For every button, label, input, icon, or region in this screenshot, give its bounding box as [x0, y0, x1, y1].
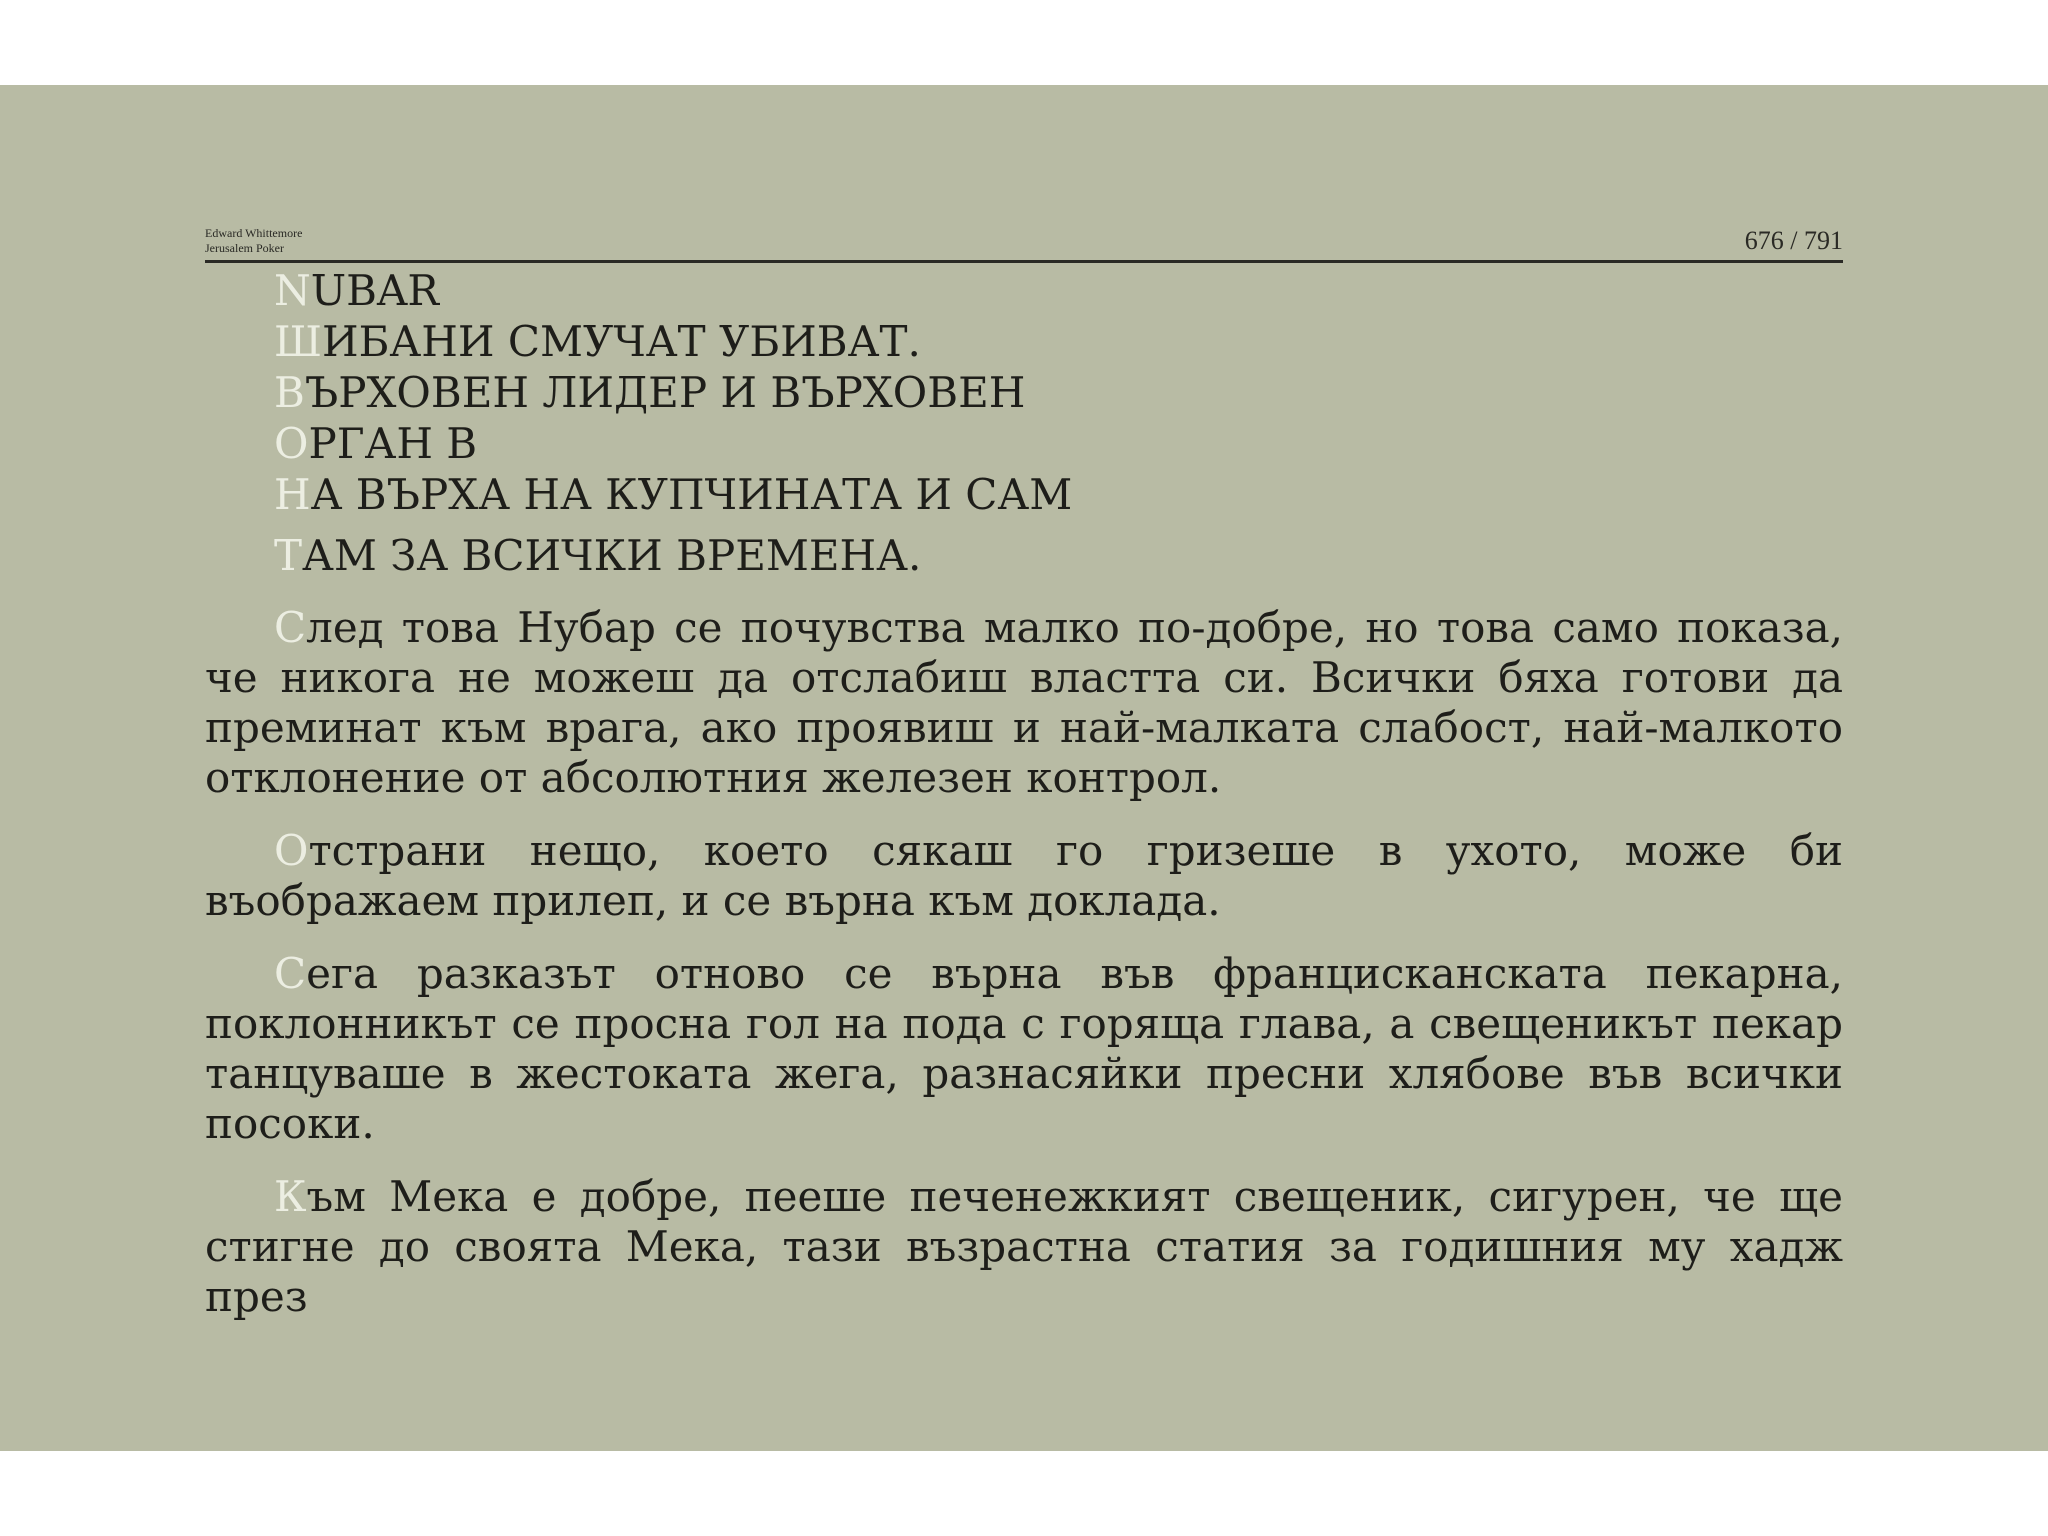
paragraph: [205, 1172, 1843, 1322]
author-name: Edward Whittemore: [205, 226, 303, 240]
drop-initial: К: [274, 1172, 307, 1221]
verse-text: РГАН В: [308, 419, 478, 468]
paragraph-text: ъм Мека е добре, пееше печенежкият свещеник, сигурен, че ще стигне до своята Мека, тази възрастна статия за годишния му хадж през: [205, 1172, 1843, 1321]
verse-line: [274, 530, 1843, 581]
running-header: [205, 226, 302, 256]
drop-initial: О: [274, 826, 309, 875]
drop-initial: Ш: [274, 317, 322, 366]
drop-initial: С: [274, 949, 307, 998]
verse-block: [274, 265, 1843, 581]
drop-initial: С: [274, 603, 307, 652]
drop-initial: Т: [274, 531, 303, 580]
page-content: [205, 265, 1843, 1322]
paragraph: [205, 826, 1843, 926]
verse-text: ЪРХОВЕН ЛИДЕР И ВЪРХОВЕН: [304, 368, 1026, 417]
verse-text: А ВЪРХА НА КУПЧИНАТА И САМ: [310, 470, 1073, 519]
verse-line: [274, 316, 1843, 367]
verse-line: [274, 367, 1843, 418]
paragraph-text: лед това Нубар се почувства малко по-добре, но това само показа, че никога не можеш да отслабиш властта си. Всички бяха готови да преминат към врага, ако проявиш и най-малката слабост, най-малкото отклонение от абсолютния железен контрол.: [205, 603, 1843, 802]
drop-initial: N: [274, 266, 311, 315]
book-title: Jerusalem Poker: [205, 241, 284, 255]
page-number: 676 / 791: [1744, 226, 1843, 255]
drop-initial: Н: [274, 470, 311, 519]
verse-text: АМ ЗА ВСИЧКИ ВРЕМЕНА.: [302, 531, 922, 580]
drop-initial: В: [274, 368, 305, 417]
paragraph: [205, 603, 1843, 803]
page-header: [205, 136, 1843, 263]
paragraph: [205, 949, 1843, 1149]
drop-initial: О: [274, 419, 309, 468]
paragraph-text: ега разказът отново се върна във францисканската пекарна, поклонникът се просна гол на пода с горяща глава, а свещеникът пекар танцуваше в жестоката жега, разнасяйки пресни хлябове във всички посоки.: [205, 949, 1843, 1148]
verse-text: UBAR: [310, 266, 439, 315]
verse-line: [274, 469, 1843, 520]
paragraph-text: тстрани нещо, което сякаш го гризеше в ухото, може би въображаем прилеп, и се върна към доклада.: [205, 826, 1843, 925]
verse-text: ИБАНИ СМУЧАТ УБИВАТ.: [321, 317, 921, 366]
verse-line: [274, 265, 1843, 316]
verse-line: [274, 418, 1843, 469]
